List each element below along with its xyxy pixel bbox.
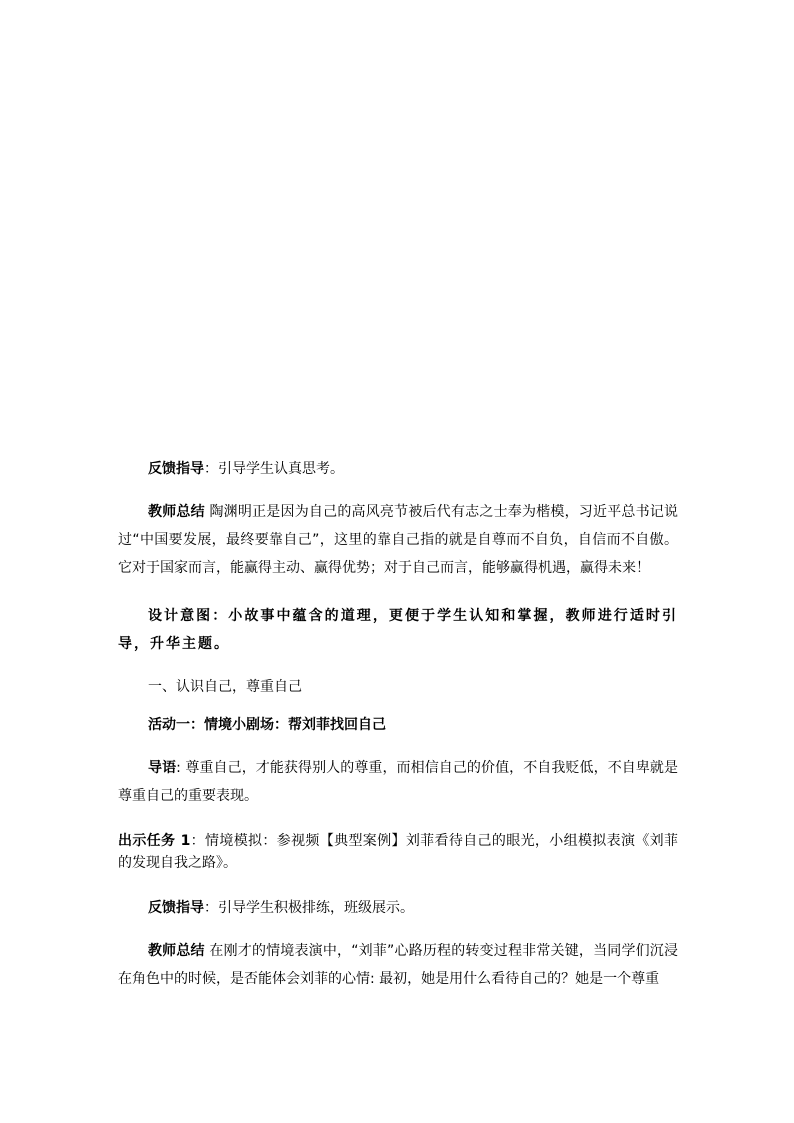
feedback-paragraph-2	[118, 894, 678, 922]
feedback-text-2: ：引导学生积极排练，班级展示。	[204, 900, 414, 916]
task-text: ：情境模拟：参视频【典型案例】刘菲看待自己的眼光，小组模拟表演《刘菲的发现自我之路》。	[118, 833, 679, 871]
feedback-text-1: ：引导学生认真思考。	[204, 461, 344, 477]
teacher-summary-text-1: 陶渊明正是因为自己的高风亮节被后代有志之士奉为楷模，习近平总书记说过“中国要发展，最终要靠自己”，这里的靠自己指的就是自尊而不自负，自信而不自傲。它对于国家而言，能赢得主动、赢得优势；对于自己而言，能够赢得机遇，赢得未来！	[118, 504, 679, 576]
teacher-summary-paragraph-2	[118, 937, 678, 993]
teacher-summary-paragraph-1	[118, 498, 678, 582]
feedback-paragraph-1	[118, 455, 678, 483]
intro-paragraph	[118, 754, 678, 810]
teacher-summary-text-2: 在刚才的情境表演中，“刘菲”心路历程的转变过程非常关键，当同学们沉浸在角色中的时候，是否能体会刘菲的心情: 最初，她是用什么看待自己的？她是一个尊重	[118, 943, 678, 987]
intro-label: 导语	[148, 760, 177, 776]
design-intent-paragraph: 设计意图：小故事中蕴含的道理，更便于学生认知和掌握，教师进行适时引导，升华主题。	[118, 608, 678, 652]
task-label: 出示任务 1	[118, 833, 191, 849]
teacher-summary-label-2: 教师总结	[148, 943, 205, 959]
task-paragraph	[118, 830, 678, 874]
section-heading: 一、认识自己，尊重自己	[148, 679, 302, 695]
feedback-label-2: 反馈指导	[148, 900, 204, 916]
teacher-summary-label-1: 教师总结	[148, 504, 205, 520]
activity-title: 活动一：情境小剧场：帮刘菲找回自己	[148, 717, 386, 733]
feedback-label-1: 反馈指导	[148, 461, 204, 477]
document-body	[118, 455, 678, 993]
intro-text: : 尊重自己，才能获得别人的尊重，而相信自己的价值，不自我贬低，不自卑就是尊重自己的重要表现。	[118, 760, 678, 804]
